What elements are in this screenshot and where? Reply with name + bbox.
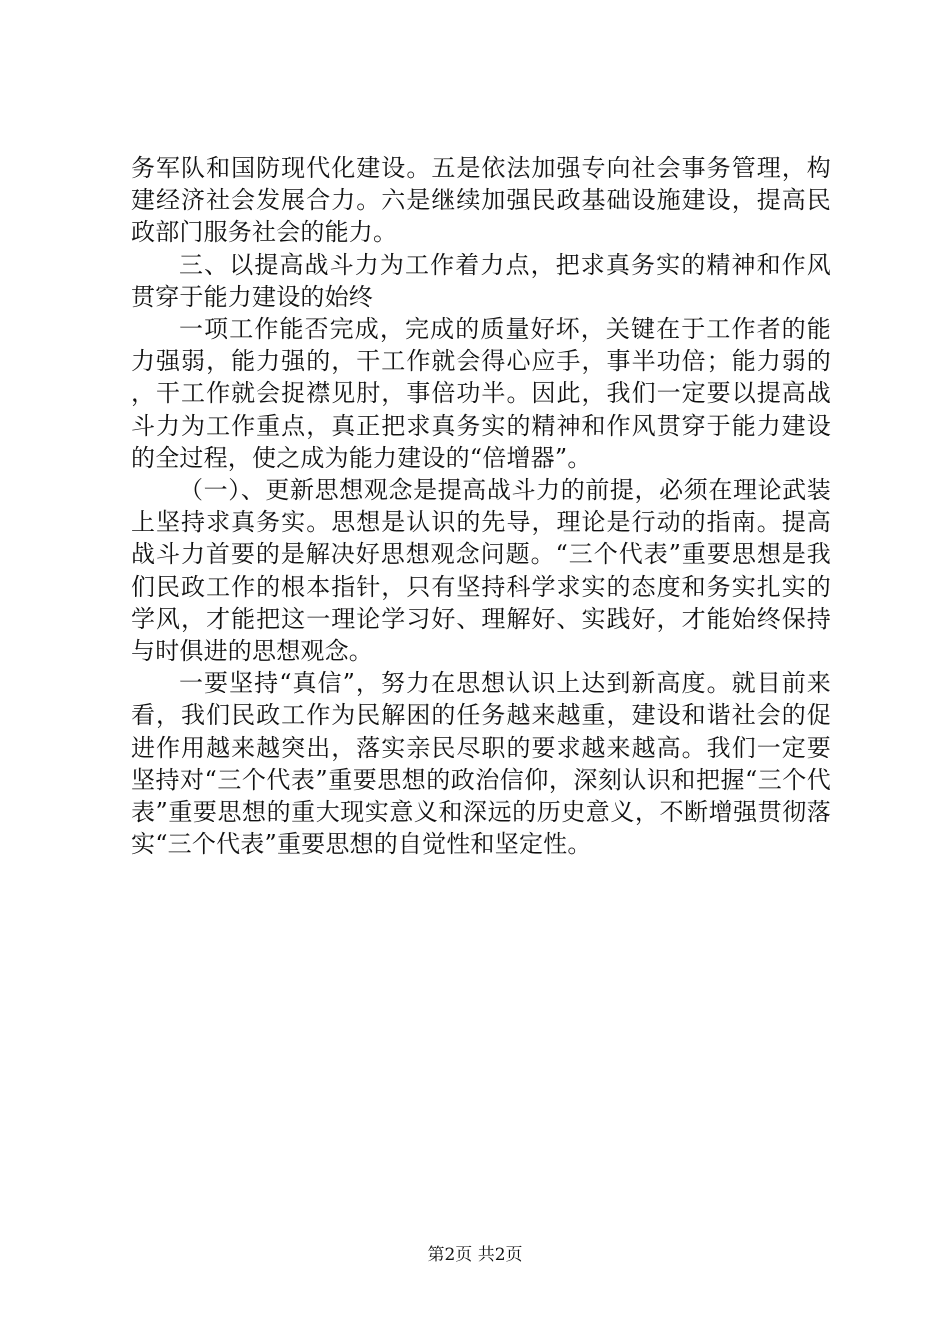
section-heading-3: 三、以提高战斗力为工作着力点，把求真务实的精神和作风贯穿于能力建设的始终 xyxy=(131,250,831,311)
paragraph-3: 一项工作能否完成，完成的质量好坏，关键在于工作者的能力强弱，能力强的，干工作就会得心应手，事半功倍；能力弱的，干工作就会捉襟见肘，事倍功半。因此，我们一定要以提高战斗力为工作重点，真正把求真务实的精神和作风贯穿于能力建设的全过程，使之成为能力建设的“倍增器”。 xyxy=(131,315,831,472)
paragraph-5: 一要坚持“真信”，努力在思想认识上达到新高度。就目前来看，我们民政工作为民解困的任务越来越重，建设和谐社会的促进作用越来越突出，落实亲民尽职的要求越来越高。我们一定要坚持对“三个代表”重要思想的政治信仰，深刻认识和把握“三个代表”重要思想的重大现实意义和深远的历史意义，不断增强贯彻落实“三个代表”重要思想的自觉性和坚定性。 xyxy=(131,669,831,859)
paragraph-4: （一）、更新思想观念是提高战斗力的前提，必须在理论武装上坚持求真务实。思想是认识的先导，理论是行动的指南。提高战斗力首要的是解决好思想观念问题。“三个代表”重要思想是我们民政工作的根本指针，只有坚持科学求实的态度和务实扎实的学风，才能把这一理论学习好、理解好、实践好，才能始终保持与时俱进的思想观念。 xyxy=(131,476,831,666)
document-body xyxy=(131,152,831,860)
page-footer: 第2页 共2页 xyxy=(427,1245,523,1265)
paragraph-1: 务军队和国防现代化建设。五是依法加强专向社会事务管理，构建经济社会发展合力。六是继续加强民政基础设施建设，提高民政部门服务社会的能力。 xyxy=(131,154,831,247)
